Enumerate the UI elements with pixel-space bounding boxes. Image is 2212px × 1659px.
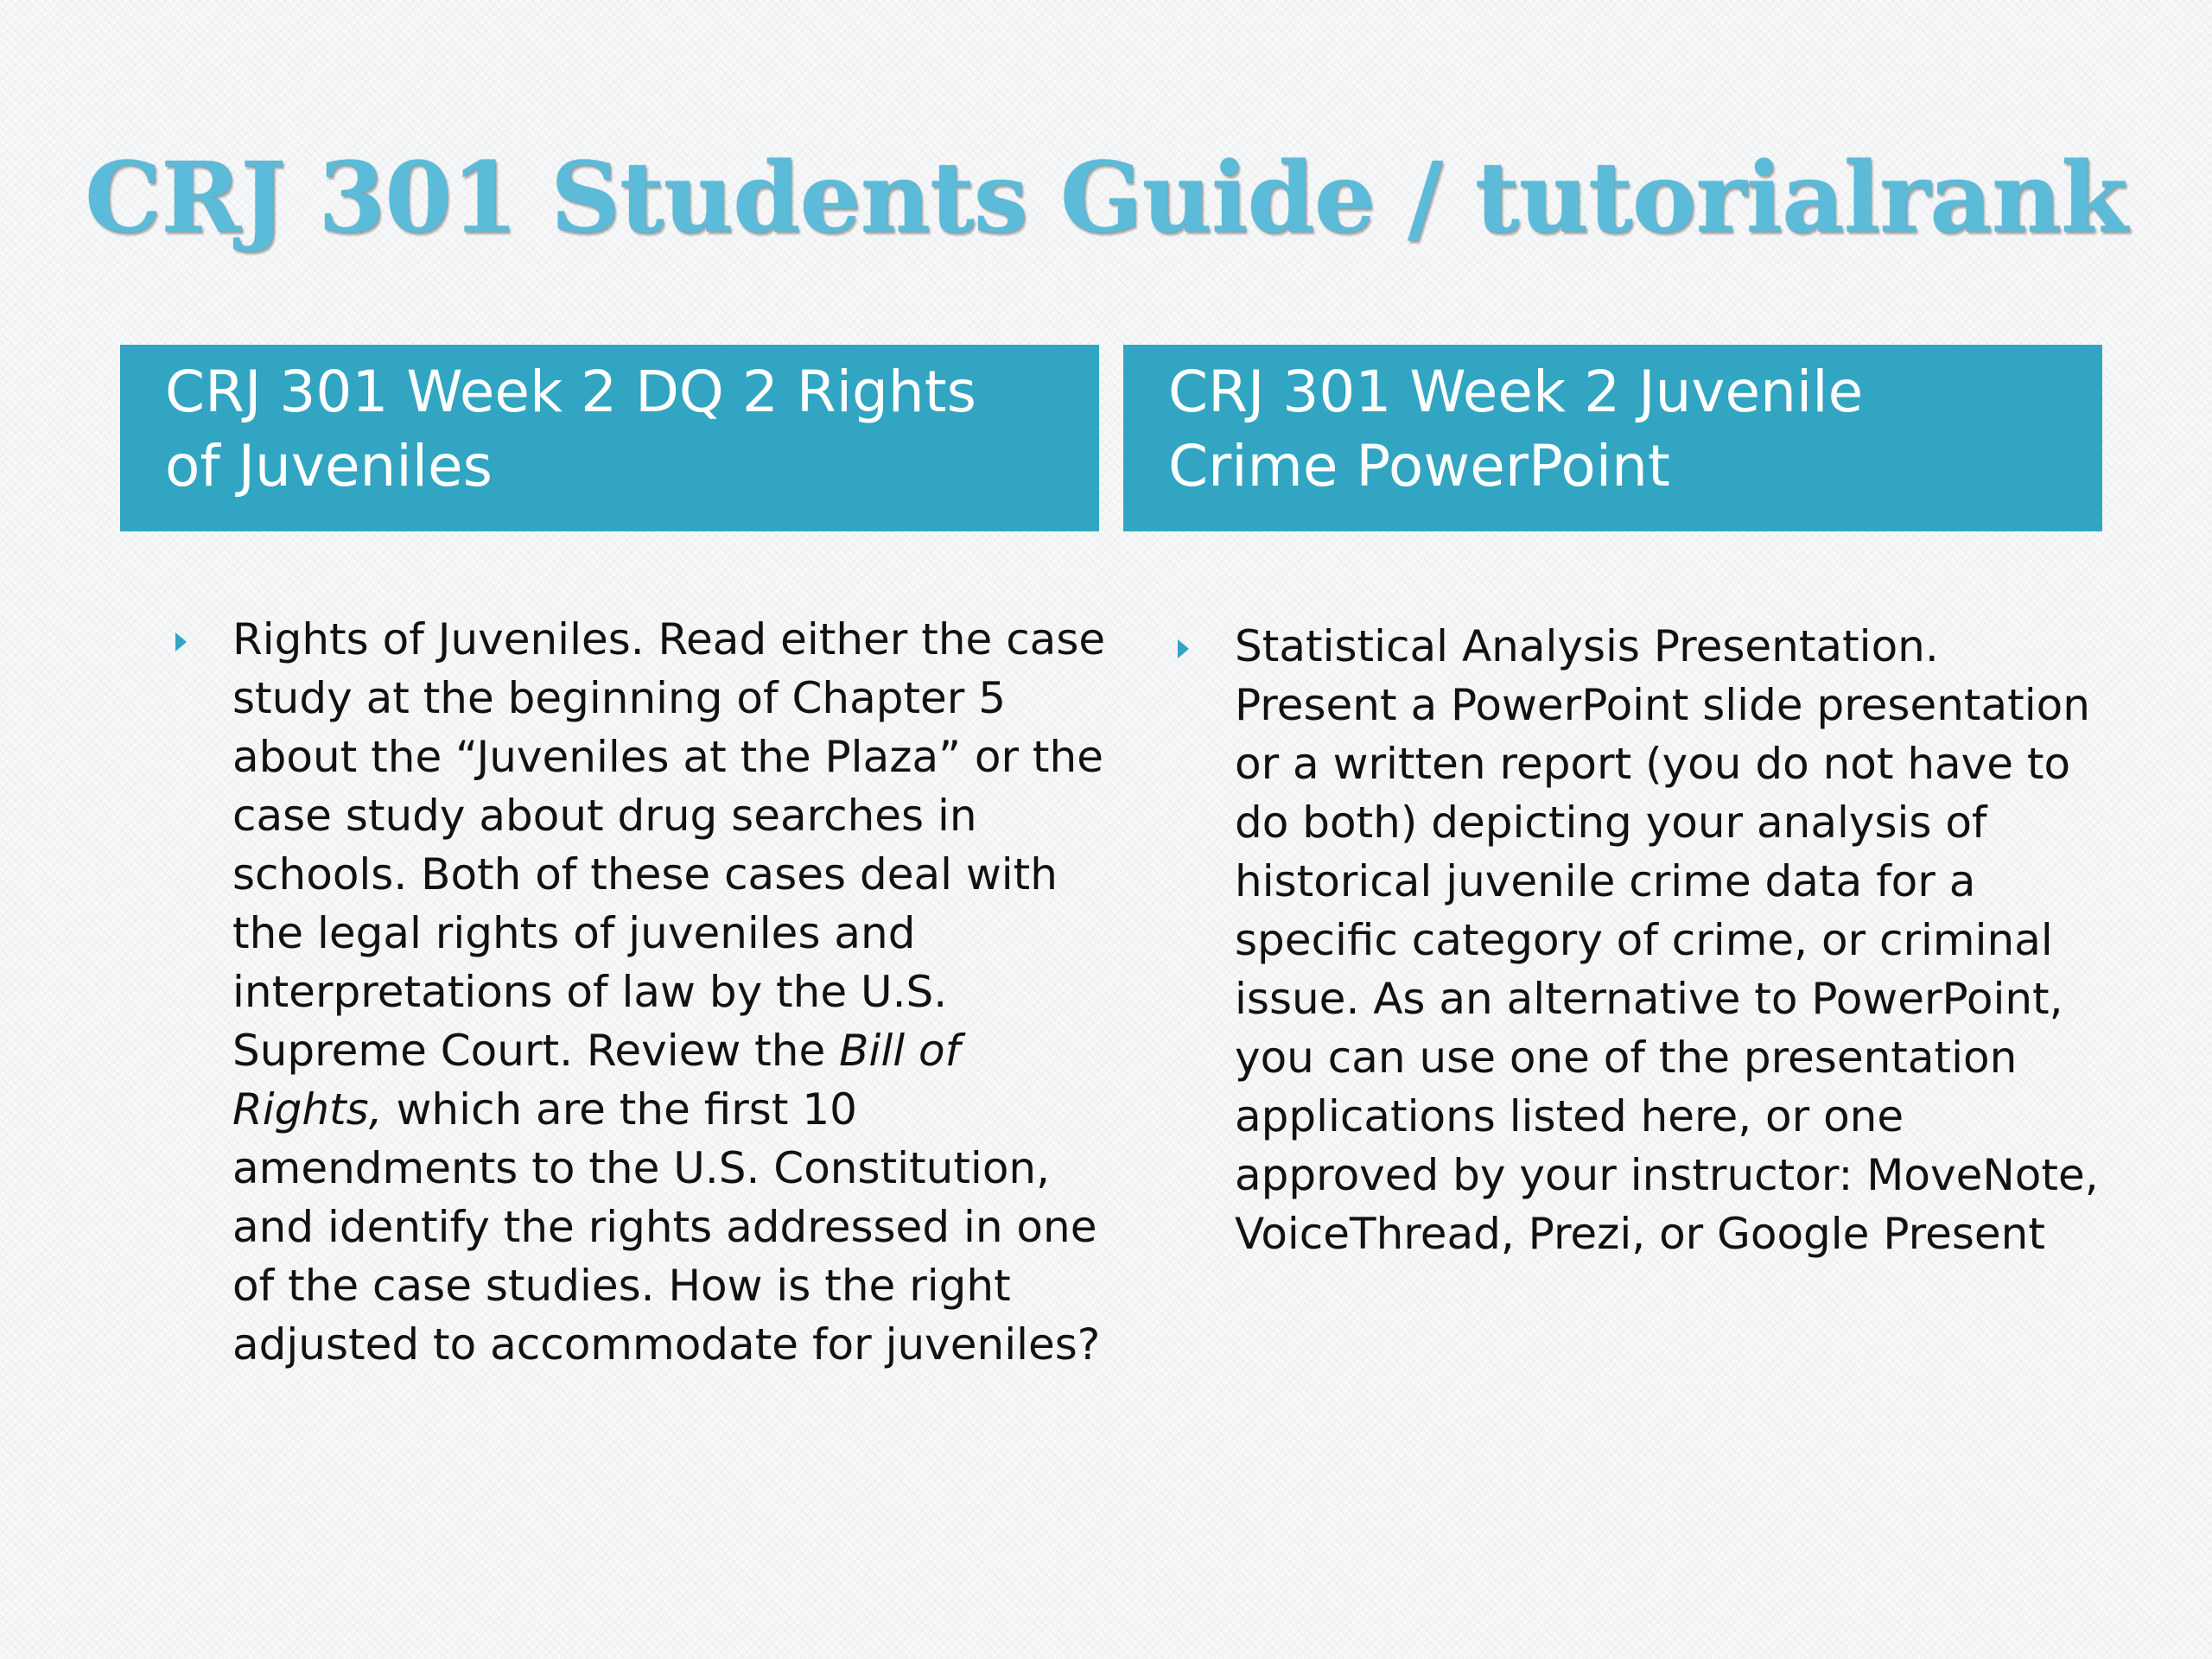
left-bullet-text-part-1: Rights of Juveniles. Read either the case study at the beginning of Chapter 5 about the “Juveniles at the Plaza” or the case study about drug searches in schools. Both of these cases deal with the legal rights of juveniles and interpretations of law by the U.S. Supreme Court. Review the	[232, 614, 1106, 1076]
slide-title: CRJ 301 Students Guide / tutorialrank	[85, 142, 2127, 255]
right-bullet-item	[1171, 617, 2113, 1263]
triangle-bullet-icon	[1178, 639, 1189, 658]
triangle-bullet-icon	[175, 632, 187, 652]
right-header-line-1: CRJ 301 Week 2 Juvenile	[1168, 359, 1864, 425]
right-column-header	[1123, 345, 2102, 531]
left-bullet-text	[232, 614, 1105, 1370]
left-bullet-text-part-2: which are the first 10 amendments to the U.S. Constitution, and identify the rights addressed in one of the case studies. How is the right adjusted to accommodate for juveniles?	[232, 1084, 1101, 1370]
right-column-content	[1171, 617, 2113, 1263]
right-bullet-text: Statistical Analysis Presentation. Present a PowerPoint slide presentation or a written report (you do not have to do both) depicting your analysis of historical juvenile crime data for a specific category of crime, or criminal issue. As an alternative to PowerPoint, you can use one of the presentation applications listed here, or one approved by your instructor: MoveNote, VoiceThread, Prezi, or Google Present	[1235, 621, 2099, 1259]
right-header-line-2: Crime PowerPoint	[1168, 433, 1670, 499]
left-header-line-1: CRJ 301 Week 2 DQ 2 Rights	[165, 359, 977, 425]
left-bullet-item	[168, 610, 1110, 1374]
left-header-line-2: of Juveniles	[165, 433, 493, 499]
bill-of-rights-italic: Bill of Rights,	[232, 1026, 961, 1135]
left-column-content	[168, 610, 1110, 1374]
left-column-header	[120, 345, 1099, 531]
